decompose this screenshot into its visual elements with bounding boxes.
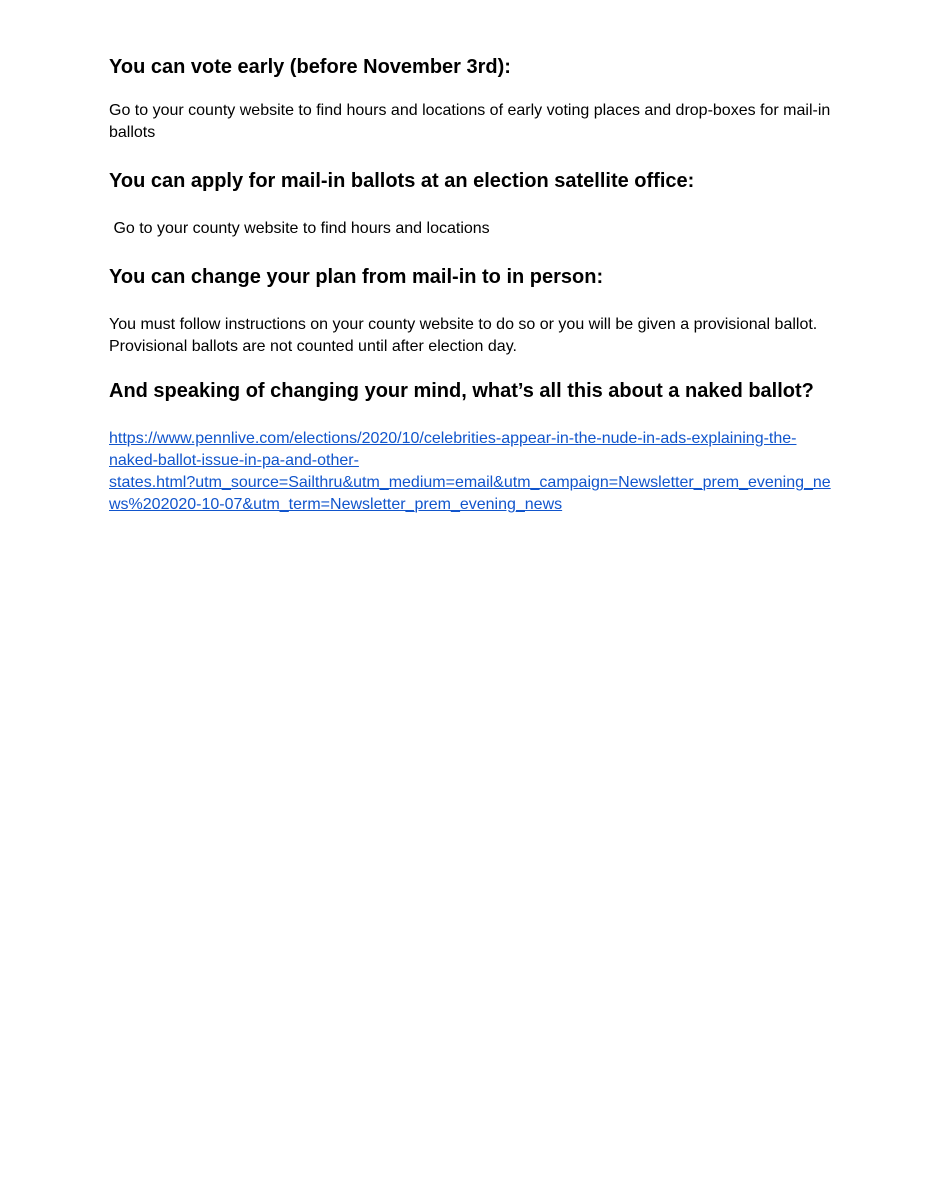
naked-ballot-article-link[interactable] [109,428,869,516]
heading-naked-ballot: And speaking of changing your mind, what’s all this about a naked ballot? [109,380,814,402]
link-line[interactable]: states.html?utm_source=Sailthru&utm_medium=email&utm_campaign=Newsletter_prem_evening_ne [109,474,831,491]
section-early-voting [109,54,869,144]
heading-satellite-office: You can apply for mail-in ballots at an election satellite office: [109,170,695,192]
section-change-plan [109,264,869,358]
heading-change-plan: You can change your plan from mail-in to in person: [109,266,604,288]
link-line[interactable]: https://www.pennlive.com/elections/2020/10/celebrities-appear-in-the-nude-in-ads-explaining-the- [109,430,797,447]
section-satellite-office [109,168,869,240]
section-naked-ballot [109,378,869,516]
paragraph-change-plan-line-1: You must follow instructions on your county website to do so or you will be given a provisional ballot. [109,316,818,333]
link-line[interactable]: ws%202020-10-07&utm_term=Newsletter_prem_evening_news [109,496,563,513]
heading-early-voting: You can vote early (before November 3rd): [109,56,511,78]
paragraph-change-plan-line-2: Provisional ballots are not counted until after election day. [109,338,517,355]
paragraph-satellite-office: Go to your county website to find hours and locations [109,220,490,237]
paragraph-early-voting: Go to your county website to find hours and locations of early voting places and drop-boxes for mail-in ballots [109,102,831,141]
link-line[interactable]: naked-ballot-issue-in-pa-and-other- [109,452,359,469]
